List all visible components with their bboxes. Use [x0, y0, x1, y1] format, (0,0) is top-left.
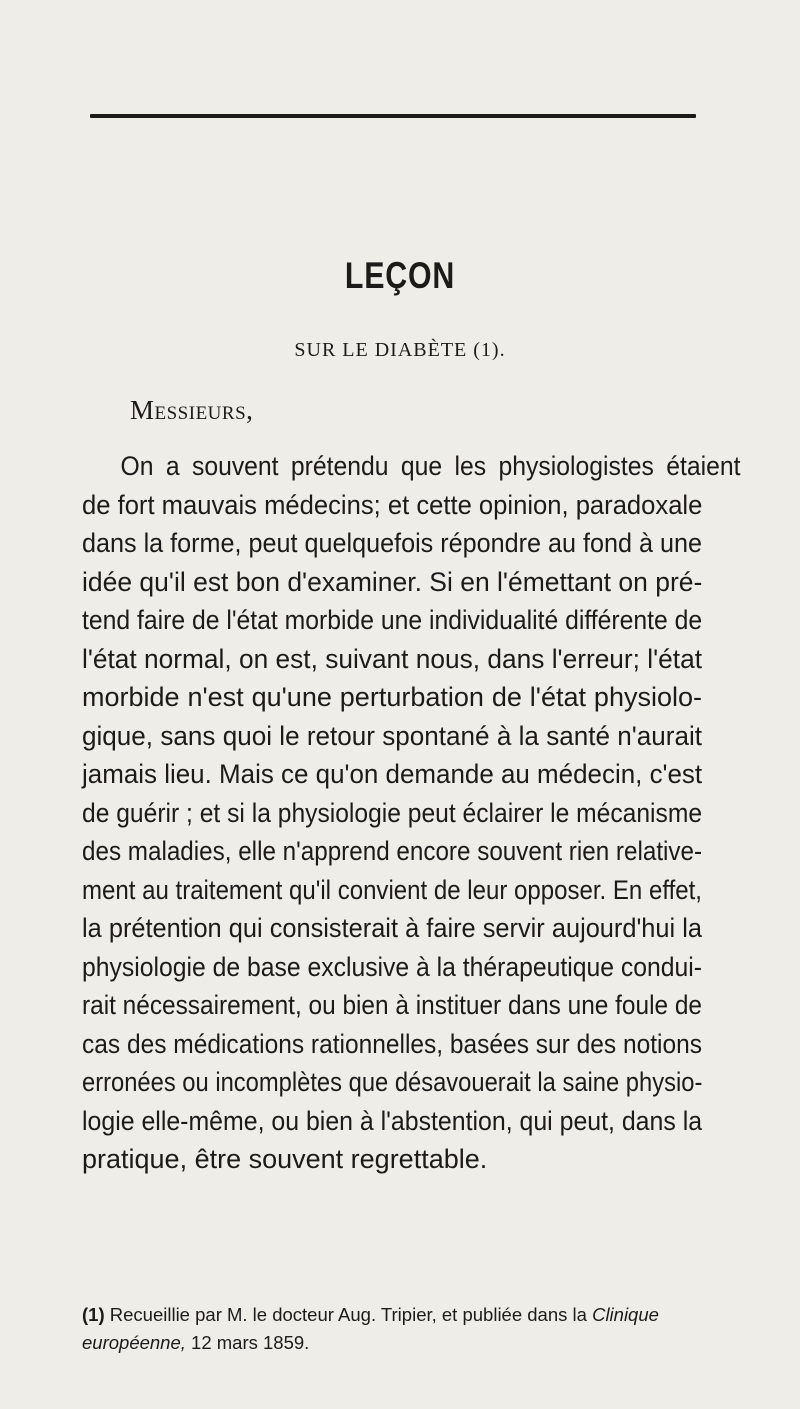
chapter-title: LEÇON: [344, 255, 456, 296]
footnote-marker: (1): [82, 1304, 105, 1325]
body-line: logie elle-même, ou bien à l'abstention, qui peut, dans la: [82, 1105, 703, 1136]
body-line: de fort mauvais médecins; et cette opinion, paradoxale: [82, 489, 703, 520]
footnote-line: [82, 1300, 659, 1330]
body-line: cas des médications rationnelles, basées sur des notions: [82, 1028, 703, 1059]
footnote-line: [82, 1328, 309, 1358]
body-line: gique, sans quoi le retour spontané à la santé n'aurait: [82, 720, 702, 751]
body-line: erronées ou incomplètes que désavouerait la saine physio-: [82, 1067, 703, 1097]
salutation: Messieurs,: [130, 395, 254, 425]
body-line: rait nécessairement, ou bien à instituer dans une foule de: [82, 990, 703, 1020]
body-line: morbide n'est qu'une perturbation de l'état physiolo-: [82, 682, 702, 712]
body-line: de guérir ; et si la physiologie peut éclairer le mécanisme: [82, 797, 703, 828]
body-line: physiologie de base exclusive à la thérapeutique condui-: [82, 951, 702, 982]
footnote-text: Recueillie par M. le docteur Aug. Tripier, et publiée dans la: [109, 1304, 587, 1325]
body-line: la prétention qui consisterait à faire servir aujourd'hui la: [82, 913, 703, 943]
body-line: ment au traitement qu'il convient de leur opposer. En effet,: [82, 874, 702, 905]
top-rule-divider: [90, 114, 696, 118]
body-line: pratique, être souvent regrettable.: [82, 1144, 488, 1174]
footnote-journal-name: Clinique: [592, 1304, 659, 1325]
body-line: jamais lieu. Mais ce qu'on demande au médecin, c'est: [82, 759, 703, 789]
body-line: dans la forme, peut quelquefois répondre au fond à une: [82, 528, 702, 558]
body-line: On a souvent prétendu que les physiologistes étaient: [120, 451, 741, 481]
body-line: idée qu'il est bon d'examiner. Si en l'émettant on pré-: [82, 566, 703, 597]
body-line: des maladies, elle n'apprend encore souvent rien relative-: [82, 836, 703, 866]
footnote-journal-name-cont: européenne,: [82, 1332, 186, 1353]
footnote-date: 12 mars 1859.: [191, 1332, 310, 1353]
chapter-subtitle: SUR LE DIABÈTE (1).: [294, 339, 506, 361]
body-line: l'état normal, on est, suivant nous, dans l'erreur; l'état: [82, 643, 702, 674]
body-line: tend faire de l'état morbide une individualité différente de: [82, 605, 703, 635]
